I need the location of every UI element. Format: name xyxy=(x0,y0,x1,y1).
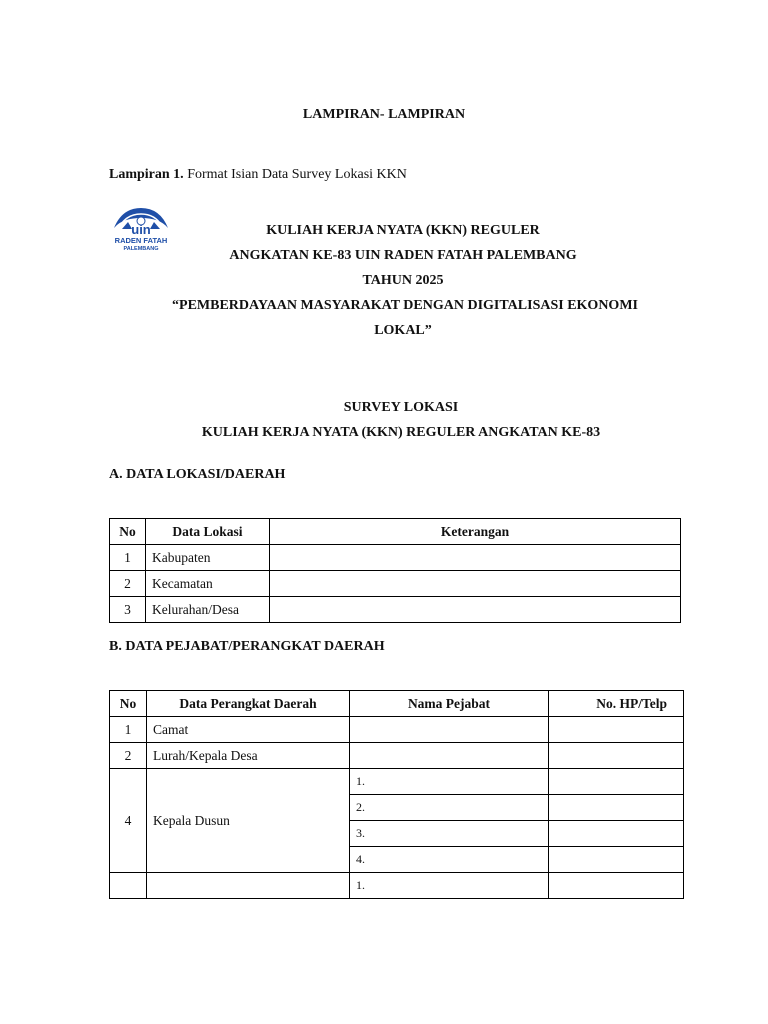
nama-pejabat-cell[interactable]: 1. xyxy=(350,769,549,795)
row-no: 1 xyxy=(110,545,146,571)
data-lokasi-table xyxy=(109,518,681,623)
row-no: 3 xyxy=(110,597,146,623)
row-label: Kecamatan xyxy=(146,571,270,597)
no-hp-cell[interactable] xyxy=(549,743,684,769)
row-label: Kelurahan/Desa xyxy=(146,597,270,623)
lampiran-label: Lampiran 1. xyxy=(109,167,184,182)
header-no: No xyxy=(110,691,147,717)
row-label xyxy=(147,873,350,899)
header-data-perangkat: Data Perangkat Daerah xyxy=(147,691,350,717)
table-row xyxy=(110,571,681,597)
row-label: Camat xyxy=(147,717,350,743)
row-label: Lurah/Kepala Desa xyxy=(147,743,350,769)
header-keterangan: Keterangan xyxy=(270,519,681,545)
no-hp-cell[interactable] xyxy=(549,795,684,821)
table-row xyxy=(110,717,684,743)
section-b-heading: B. DATA PEJABAT/PERANGKAT DAERAH xyxy=(109,639,385,654)
header-no-hp: No. HP/Telp xyxy=(549,691,684,717)
lampiran-caption xyxy=(109,167,407,183)
no-hp-cell[interactable] xyxy=(549,847,684,873)
header-line-2: ANGKATAN KE-83 UIN RADEN FATAH PALEMBANG xyxy=(229,248,577,263)
no-hp-cell[interactable] xyxy=(549,821,684,847)
nama-pejabat-cell[interactable]: 3. xyxy=(350,821,549,847)
row-label: Kabupaten xyxy=(146,545,270,571)
data-pejabat-table xyxy=(109,690,684,899)
header-line-4: “PEMBERDAYAAN MASYARAKAT DENGAN DIGITALISASI EKONOMI xyxy=(172,298,638,313)
row-no: 4 xyxy=(110,769,147,873)
nama-pejabat-cell[interactable]: 1. xyxy=(350,873,549,899)
header-line-5: LOKAL” xyxy=(374,323,432,338)
row-no xyxy=(110,873,147,899)
lampiran-text: Format Isian Data Survey Lokasi KKN xyxy=(183,167,407,182)
header-line-3: TAHUN 2025 xyxy=(362,273,444,288)
table-row xyxy=(110,545,681,571)
header-nama-pejabat: Nama Pejabat xyxy=(350,691,549,717)
table-header-row xyxy=(110,519,681,545)
row-no: 2 xyxy=(110,743,147,769)
table-header-row xyxy=(110,691,684,717)
keterangan-cell[interactable] xyxy=(270,545,681,571)
header-line-1: KULIAH KERJA NYATA (KKN) REGULER xyxy=(266,223,540,238)
survey-subtitle: KULIAH KERJA NYATA (KKN) REGULER ANGKATAN KE-83 xyxy=(201,425,601,440)
no-hp-cell[interactable] xyxy=(549,769,684,795)
page-title: LAMPIRAN- LAMPIRAN xyxy=(302,107,466,122)
keterangan-cell[interactable] xyxy=(270,597,681,623)
keterangan-cell[interactable] xyxy=(270,571,681,597)
table-row xyxy=(110,873,684,899)
nama-pejabat-cell[interactable] xyxy=(350,717,549,743)
nama-pejabat-cell[interactable]: 4. xyxy=(350,847,549,873)
table-row xyxy=(110,597,681,623)
table-row xyxy=(110,743,684,769)
logo-uin-text: uin xyxy=(131,222,151,237)
row-no: 2 xyxy=(110,571,146,597)
nama-pejabat-cell[interactable] xyxy=(350,743,549,769)
header-data-lokasi: Data Lokasi xyxy=(146,519,270,545)
logo-palembang-text: PALEMBANG xyxy=(123,246,159,252)
header-no: No xyxy=(110,519,146,545)
survey-title: SURVEY LOKASI xyxy=(343,400,459,415)
row-no: 1 xyxy=(110,717,147,743)
no-hp-cell[interactable] xyxy=(549,717,684,743)
table-row xyxy=(110,769,684,795)
nama-pejabat-cell[interactable]: 2. xyxy=(350,795,549,821)
row-label: Kepala Dusun xyxy=(147,769,350,873)
no-hp-cell[interactable] xyxy=(549,873,684,899)
section-a-heading: A. DATA LOKASI/DAERAH xyxy=(109,467,286,482)
logo-raden-fatah-text: RADEN FATAH xyxy=(114,236,168,245)
